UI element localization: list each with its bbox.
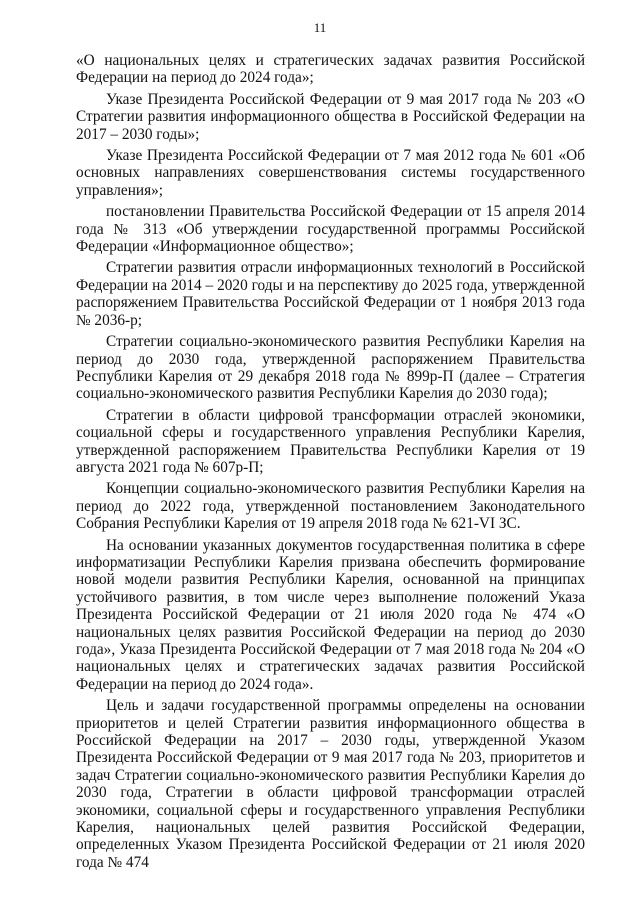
paragraph-resolution-313: постановлении Правительства Российской Федерации от 15 апреля 2014 года № 313 «Об утверждении государственной программы Российской Федерации «Информационное общество»;	[76, 203, 585, 256]
paragraph-socioeconomic-strategy: Стратегии социально-экономического развития Республики Карелия на период до 2030 года, утвержденной распоряжением Правительства Республики Карелия от 29 декабря 2018 года № 899р-П (далее – Стратегия социально-экономического развития Республики Карелия до 2030 года);	[76, 333, 585, 403]
paragraph-continuation: «О национальных целях и стратегических задачах развития Российской Федерации на период до 2024 года»;	[76, 52, 585, 87]
paragraph-state-policy: На основании указанных документов государственная политика в сфере информатизации Республики Карелия призвана обеспечить формирование новой модели развития Республики Карелия, основанной на принципах устойчивого развития, в том числе через выполнение положений Указа Президента Российской Федерации от 21 июля 2020 года № 474 «О национальных целях развития Российской Федерации на период до 2030 года», Указа Президента Российской Федерации от 7 мая 2018 года № 204 «О национальных целях и стратегических задачах развития Российской Федерации на период до 2024 года».	[76, 536, 585, 693]
paragraph-it-strategy: Стратегии развития отрасли информационных технологий в Российской Федерации на 2014 – 2020 годы и на перспективу до 2025 года, утвержденной распоряжением Правительства Российской Федерации от 1 ноября 2013 года № 2036-р;	[76, 259, 585, 329]
paragraph-decree-203: Указе Президента Российской Федерации от 9 мая 2017 года № 203 «О Стратегии развития информационного общества в Российской Федерации на 2017 – 2030 годы»;	[76, 90, 585, 143]
paragraph-program-goals: Цель и задачи государственной программы определены на основании приоритетов и целей Стратегии развития информационного общества в Российской Федерации на 2017 – 2030 годы, утвержденной Указом Президента Российской Федерации от 9 мая 2017 года № 203, приоритетов и задач Стратегии социально-экономического развития Республики Карелия до 2030 года, Стратегии в области цифровой трансформации отраслей экономики, социальной сферы и государственного управления Республики Карелия, национальных целей развития Российской Федерации, определенных Указом Президента Российской Федерации от 21 июля 2020 года № 474	[76, 697, 585, 871]
page-number: 11	[313, 20, 327, 35]
paragraph-concept-2022: Концепции социально-экономического развития Республики Карелия на период до 2022 года, утвержденной постановлением Законодательного Собрания Республики Карелия от 19 апреля 2018 года № 621-VI ЗС.	[76, 480, 585, 533]
paragraph-digital-transformation-strategy: Стратегии в области цифровой трансформации отраслей экономики, социальной сферы и государственного управления Республики Карелия, утвержденной распоряжением Правительства Республики Карелия от 19 августа 2021 года № 607р-П;	[76, 406, 585, 476]
paragraph-decree-601: Указе Президента Российской Федерации от 7 мая 2012 года № 601 «Об основных направлениях совершенствования системы государственного управления»;	[76, 147, 585, 199]
document-body	[76, 52, 585, 875]
